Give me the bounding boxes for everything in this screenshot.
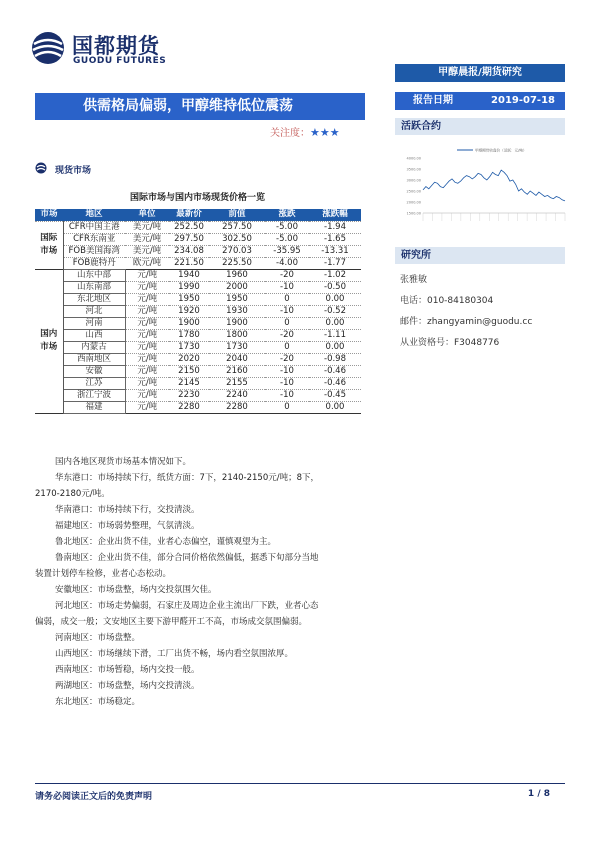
table-cell: 1950 [169, 293, 209, 305]
table-cell: 东北地区 [63, 293, 125, 305]
table-cell: 2150 [169, 365, 209, 377]
table-cell: 297.50 [169, 233, 209, 245]
table-cell: 元/吨 [125, 317, 169, 329]
analyst-name: 张雅敏 [400, 275, 428, 285]
brand-name-cn: 国都期货 [72, 34, 160, 58]
table-cell: -0.52 [309, 305, 361, 317]
commentary-paragraph: 鲁北地区：企业出货不佳，业者心态偏空，谨慎观望为主。 [55, 537, 277, 547]
table-row [35, 353, 361, 365]
table-cell: -4.00 [265, 257, 309, 269]
table-cell: 1990 [169, 281, 209, 293]
table-row [35, 269, 361, 281]
table-row [35, 401, 361, 413]
commentary-paragraph: 2170-2180元/吨。 [35, 489, 110, 499]
y-tick-label: 2500.00 [406, 189, 421, 194]
table-row [35, 317, 361, 329]
col-header: 涨跌 [265, 209, 309, 221]
price-table [35, 209, 361, 414]
star-rating: ★★★ [310, 126, 340, 139]
table-row [35, 233, 361, 245]
table-cell: 内蒙古 [63, 341, 125, 353]
commentary-paragraph: 华东港口：市场持续下行，纸货方面：7下，2140-2150元/吨；8下， [55, 473, 320, 483]
active-contract-heading: 活跃合约 [395, 118, 565, 135]
market-commentary [35, 454, 365, 710]
table-cell: 美元/吨 [125, 233, 169, 245]
table-cell: -10 [265, 365, 309, 377]
table-cell: 河北 [63, 305, 125, 317]
table-cell: 浙江宁波 [63, 389, 125, 401]
commentary-paragraph: 两湖地区：市场盘整，场内交投清淡。 [55, 681, 200, 691]
table-cell: 2160 [209, 365, 265, 377]
table-cell: 1800 [209, 329, 265, 341]
globe-logo-icon [30, 30, 66, 66]
series-line [423, 170, 565, 201]
table-cell: 1780 [169, 329, 209, 341]
analyst-phone: 电话：010-84180304 [400, 296, 494, 306]
table-cell: 美元/吨 [125, 245, 169, 257]
table-cell: 元/吨 [125, 401, 169, 413]
commentary-paragraph: 华南港口：市场持续下行，交投清淡。 [55, 505, 200, 515]
col-header: 前值 [209, 209, 265, 221]
table-cell: -1.94 [309, 221, 361, 233]
table-cell: 元/吨 [125, 341, 169, 353]
table-cell: 257.50 [209, 221, 265, 233]
table-cell: 2000 [209, 281, 265, 293]
y-tick-label: 1500.00 [406, 211, 421, 216]
table-cell: 河南 [63, 317, 125, 329]
col-header: 市场 [35, 209, 63, 221]
table-cell: -20 [265, 353, 309, 365]
table-cell: 1730 [169, 341, 209, 353]
report-date-value: 2019-07-18 [491, 95, 555, 106]
y-tick-label: 3500.00 [406, 167, 421, 172]
table-cell: -20 [265, 269, 309, 281]
table-cell: 234.08 [169, 245, 209, 257]
analyst-license: 从业资格号：F3048776 [400, 338, 500, 348]
table-cell: 美元/吨 [125, 221, 169, 233]
disclaimer-note: 请务必阅读正文后的免责声明 [35, 792, 153, 802]
attention-label: 关注度： [270, 128, 310, 139]
price-chart [395, 138, 570, 238]
table-cell: FOB鹿特丹 [63, 257, 125, 269]
commentary-paragraph: 山西地区：市场继续下滑，工厂出货不畅，场内看空氛围浓厚。 [55, 649, 294, 659]
table-cell: 元/吨 [125, 365, 169, 377]
table-cell: -1.77 [309, 257, 361, 269]
table-cell: 2155 [209, 377, 265, 389]
table-cell: 西南地区 [63, 353, 125, 365]
table-cell: 2020 [169, 353, 209, 365]
table-cell: 山东中部 [63, 269, 125, 281]
table-cell: 0 [265, 293, 309, 305]
table-cell: -0.50 [309, 281, 361, 293]
table-cell: -13.31 [309, 245, 361, 257]
table-cell: 0.00 [309, 293, 361, 305]
commentary-paragraph: 河北地区：市场走势偏弱，石家庄及周边企业主流出厂下跌，业者心态 [55, 601, 319, 611]
table-cell: -10 [265, 281, 309, 293]
table-cell: 1920 [169, 305, 209, 317]
report-date-label: 报告日期 [413, 95, 453, 106]
table-cell: 0.00 [309, 317, 361, 329]
table-row [35, 221, 361, 233]
table-cell: 2230 [169, 389, 209, 401]
table-cell: 山西 [63, 329, 125, 341]
table-cell: -1.65 [309, 233, 361, 245]
brand-logo [30, 28, 180, 70]
table-cell: 1930 [209, 305, 265, 317]
y-tick-label: 2000.00 [406, 200, 421, 205]
y-tick-label: 3000.00 [406, 178, 421, 183]
table-cell: -5.00 [265, 233, 309, 245]
col-header: 地区 [63, 209, 125, 221]
table-cell: 元/吨 [125, 377, 169, 389]
table-row [35, 365, 361, 377]
table-cell: CFR东南亚 [63, 233, 125, 245]
col-header: 单位 [125, 209, 169, 221]
table-row [35, 281, 361, 293]
table-cell: FOB美国海湾 [63, 245, 125, 257]
table-cell: -10 [265, 389, 309, 401]
table-cell: -5.00 [265, 221, 309, 233]
table-cell: 252.50 [169, 221, 209, 233]
commentary-paragraph: 西南地区：市场暂稳，场内交投一般。 [55, 665, 200, 675]
table-cell: 1960 [209, 269, 265, 281]
table-cell: -10 [265, 305, 309, 317]
table-header-row [35, 209, 361, 221]
table-cell: 山东南部 [63, 281, 125, 293]
table-cell: 2040 [209, 353, 265, 365]
market-group-label: 国内 市场 [35, 269, 63, 413]
table-cell: 0.00 [309, 401, 361, 413]
table-cell: 福建 [63, 401, 125, 413]
page-number: 1 / 8 [527, 789, 550, 799]
table-cell: -1.11 [309, 329, 361, 341]
table-cell: 302.50 [209, 233, 265, 245]
table-row [35, 305, 361, 317]
table-cell: 元/吨 [125, 305, 169, 317]
table-cell: 元/吨 [125, 269, 169, 281]
domestic-market-rows [35, 269, 361, 413]
table-row [35, 293, 361, 305]
table-cell: 1730 [209, 341, 265, 353]
research-heading: 研究所 [395, 247, 565, 264]
table-cell: 270.03 [209, 245, 265, 257]
report-category: 甲醇晨报/期货研究 [395, 64, 565, 82]
table-row [35, 245, 361, 257]
commentary-paragraph: 装置计划停车检修，业者心态松动。 [35, 569, 172, 579]
col-header: 涨跌幅 [309, 209, 361, 221]
table-cell: -0.46 [309, 377, 361, 389]
commentary-paragraph: 偏弱，成交一般；文安地区主要下游甲醛开工不高，市场成交氛围偏弱。 [35, 617, 308, 627]
intl-market-rows [35, 221, 361, 269]
table-cell: 0 [265, 317, 309, 329]
table-cell: -20 [265, 329, 309, 341]
report-title: 供需格局偏弱，甲醇维持低位震荡 [35, 93, 365, 120]
table-row [35, 377, 361, 389]
table-cell: -0.46 [309, 365, 361, 377]
report-date-bar [395, 92, 565, 110]
table-cell: 0.00 [309, 341, 361, 353]
table-cell: 元/吨 [125, 329, 169, 341]
table-cell: 1940 [169, 269, 209, 281]
table-cell: 元/吨 [125, 281, 169, 293]
table-row [35, 341, 361, 353]
table-cell: 安徽 [63, 365, 125, 377]
table-cell: 元/吨 [125, 293, 169, 305]
table-cell: -35.95 [265, 245, 309, 257]
table-cell: 欧元/吨 [125, 257, 169, 269]
table-cell: 1900 [169, 317, 209, 329]
commentary-paragraph: 安徽地区：市场盘整，场内交投氛围欠佳。 [55, 585, 217, 595]
commentary-paragraph: 河南地区：市场盘整。 [55, 633, 141, 643]
legend-label: 甲醇期货收盘价（活跃：元/吨） [475, 148, 527, 153]
commentary-paragraph: 鲁南地区：企业出货不佳，部分合同价格依然偏低，据悉下旬部分当地 [55, 553, 319, 563]
table-cell: 1950 [209, 293, 265, 305]
commentary-paragraph: 福建地区：市场弱势整理，气氛清淡。 [55, 521, 200, 531]
brand-name-en: GUODU FUTURES [73, 56, 167, 66]
table-cell: 2280 [169, 401, 209, 413]
table-row [35, 257, 361, 269]
table-cell: 江苏 [63, 377, 125, 389]
market-group-label: 国际 市场 [35, 221, 63, 269]
table-cell: 2145 [169, 377, 209, 389]
analyst-email[interactable]: 邮件：zhangyamin@guodu.cc [400, 317, 533, 327]
table-cell: 元/吨 [125, 353, 169, 365]
commentary-paragraph: 东北地区：市场稳定。 [55, 697, 141, 707]
table-cell: -10 [265, 377, 309, 389]
attention-rating [270, 124, 340, 139]
y-tick-label: 4000.00 [406, 156, 421, 161]
table-row [35, 389, 361, 401]
table-cell: -0.98 [309, 353, 361, 365]
table-cell: 221.50 [169, 257, 209, 269]
section-title: 现货市场 [55, 166, 92, 176]
table-cell: CFR中国主港 [63, 221, 125, 233]
table-cell: 2280 [209, 401, 265, 413]
table-title: 国际市场与国内市场现货价格一览 [129, 193, 265, 203]
table-cell: 1900 [209, 317, 265, 329]
commentary-paragraph: 国内各地区现货市场基本情况如下。 [55, 457, 192, 467]
col-header: 最新价 [169, 209, 209, 221]
footer-divider [35, 783, 565, 784]
section-bullet-icon [35, 162, 47, 174]
table-cell: 0 [265, 341, 309, 353]
table-row [35, 329, 361, 341]
table-cell: 225.50 [209, 257, 265, 269]
table-cell: 元/吨 [125, 389, 169, 401]
table-cell: 2240 [209, 389, 265, 401]
table-cell: -1.02 [309, 269, 361, 281]
table-cell: 0 [265, 401, 309, 413]
table-cell: -0.45 [309, 389, 361, 401]
